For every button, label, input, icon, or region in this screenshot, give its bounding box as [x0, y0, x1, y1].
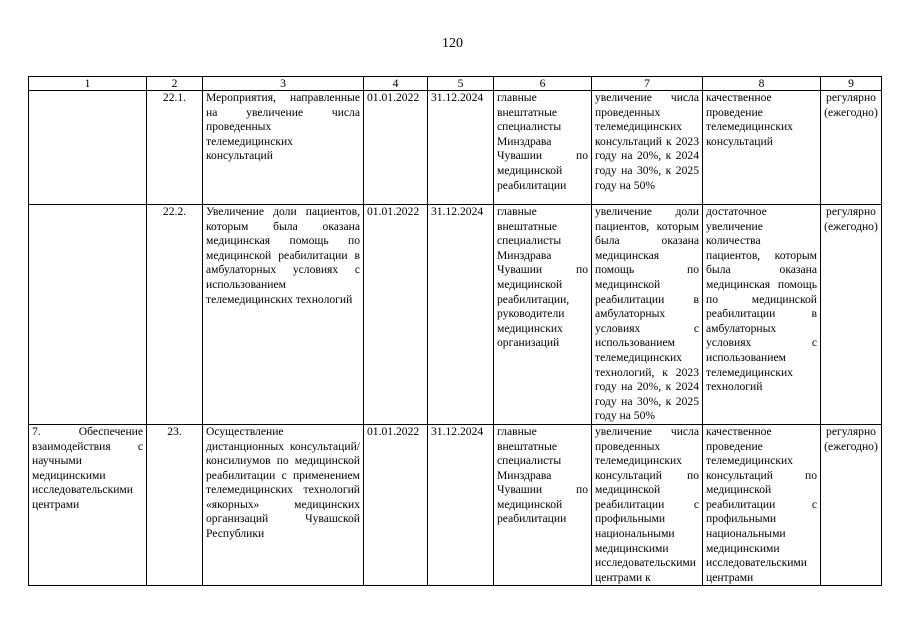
page-number: 120: [442, 36, 463, 51]
frequency-cell: регулярно (ежегодно): [821, 424, 882, 586]
measure-cell: Осуществление дистанционных консультаций/консилиумов по медицинской реабилитации с применением телемедицинских технологий «якорных» медицинских организаций Чувашской Республики: [203, 424, 364, 586]
end-date-cell: 31.12.2024: [428, 205, 494, 425]
end-date-cell: 31.12.2024: [428, 91, 494, 205]
task-cell: [29, 205, 147, 425]
measure-cell: Увеличение доли пациентов, которым была оказана медицинская помощь по медицинской реабилитации в амбулаторных условиях с использованием телемедицинских технологий: [203, 205, 364, 425]
column-header: 1: [29, 77, 147, 91]
frequency-cell: регулярно (ежегодно): [821, 205, 882, 425]
column-number-row: [29, 77, 882, 91]
table-row: [29, 205, 882, 425]
table-row: [29, 91, 882, 205]
frequency-cell: регулярно (ежегодно): [821, 91, 882, 205]
result-cell: увеличение доли пациентов, которым была оказана медицинская помощь по медицинской реабилитации в амбулаторных условиях с использованием телемедицинских технологий, к 2023 году на 20%, к 2024 году на 30%, к 2025 году на 50%: [592, 205, 703, 425]
column-header: 7: [592, 77, 703, 91]
column-header: 6: [494, 77, 592, 91]
end-date-cell: 31.12.2024: [428, 424, 494, 586]
column-header: 4: [364, 77, 428, 91]
responsible-cell: главные внештатные специалисты Минздрава Чувашии по медицинской реабилитации, руководители медицинских организаций: [494, 205, 592, 425]
indicator-cell: качественное проведение телемедицинских консультаций: [703, 91, 821, 205]
document-table: [28, 76, 882, 586]
measure-cell: Мероприятия, направленные на увеличение числа проведенных телемедицинских консультаций: [203, 91, 364, 205]
start-date-cell: 01.01.2022: [364, 91, 428, 205]
start-date-cell: 01.01.2022: [364, 424, 428, 586]
indicator-cell: достаточное увеличение количества пациентов, которым была оказана медицинская помощь по медицинской реабилитации в амбулаторных условиях с использованием телемедицинских технологий: [703, 205, 821, 425]
item-number-cell: 22.2.: [147, 205, 203, 425]
column-header: 3: [203, 77, 364, 91]
start-date-cell: 01.01.2022: [364, 205, 428, 425]
result-cell: увеличение числа проведенных телемедицинских консультаций к 2023 году на 20%, к 2024 году на 30%, к 2025 году на 50%: [592, 91, 703, 205]
responsible-cell: главные внештатные специалисты Минздрава Чувашии по медицинской реабилитации: [494, 91, 592, 205]
result-cell: увеличение числа проведенных телемедицинских консультаций по медицинской реабилитации с профильными национальными медицинскими исследовательскими центрами к: [592, 424, 703, 586]
column-header: 8: [703, 77, 821, 91]
table-row: [29, 424, 882, 586]
column-header: 2: [147, 77, 203, 91]
item-number-cell: 22.1.: [147, 91, 203, 205]
responsible-cell: главные внештатные специалисты Минздрава Чувашии по медицинской реабилитации: [494, 424, 592, 586]
task-cell: [29, 91, 147, 205]
item-number-cell: 23.: [147, 424, 203, 586]
task-cell: 7. Обеспечение взаимодействия с научными медицинскими исследовательскими центрами: [29, 424, 147, 586]
indicator-cell: качественное проведение телемедицинских консультаций по медицинской реабилитации с профильными национальными медицинскими исследовательскими центрами: [703, 424, 821, 586]
column-header: 5: [428, 77, 494, 91]
column-header: 9: [821, 77, 882, 91]
